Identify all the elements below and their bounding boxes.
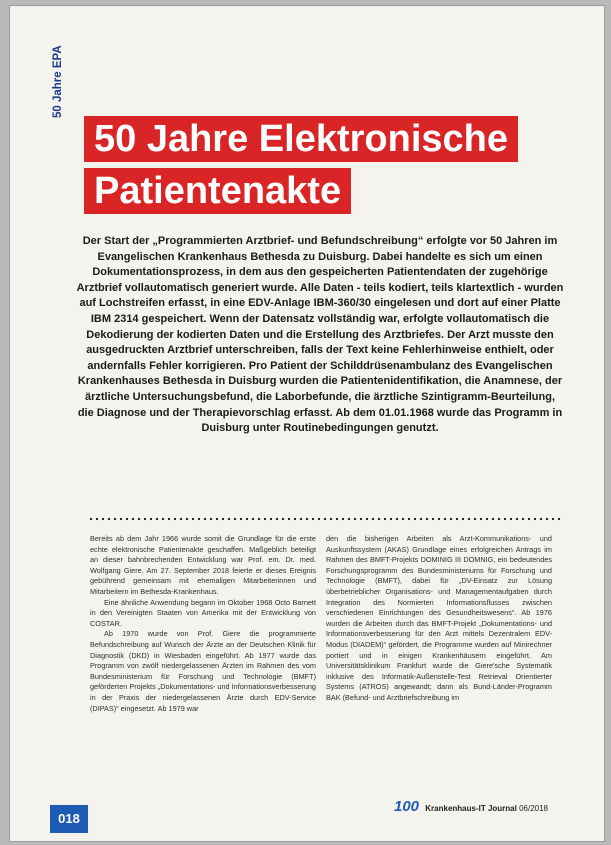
body-paragraph: Ab 1970 wurde von Prof. Giere die programmierte Befundschreibung auf Wunsch der Ärzte an der Deutschen Klinik für Diagnostik (DKD) in Wiesbaden eingeführt. Ab 1977 wurde das Programm von zwölf niedergelassenen Ärzten im Rahmen des vom Bundesministerium für Forschung und Technologie (BMFT) geförderten Projekts „Dokumentations- und Informationsverbesserung in der Praxis der niedergelassenen Ärzte durch EDV-Service (DIPAS)“ eingesetzt. Ab 1979 war	[90, 629, 316, 713]
body-column-right	[326, 534, 552, 704]
title-line-2: Patientenakte	[84, 168, 351, 214]
magazine-page	[10, 6, 604, 841]
body-column-left	[90, 534, 316, 714]
footer	[394, 798, 548, 815]
body-paragraph: Bereits ab dem Jahr 1966 wurde somit die Grundlage für die erste echte elektronische Patientenakte geschaffen. Maßgeblich beteiligt an dieser bahnbrechenden Entwicklung war Prof. em. Dr. med. Wolfgang Giere. Am 27. September 2018 feierte er dieses Ereignis gebührend gemeinsam mit ehemaligen Mitarbeiterinnen und Mitarbeitern im Bethesda-Krankenhaus.	[90, 534, 316, 596]
dotted-divider	[88, 517, 563, 521]
page-number: 018	[50, 805, 88, 833]
body-paragraph: Eine ähnliche Anwendung begann im Oktober 1968 Octo Barnett in den Vereinigten Staaten von Amerika mit der Entwicklung von COSTAR.	[90, 597, 316, 628]
journal-name: Krankenhaus-IT Journal	[425, 804, 517, 813]
section-label	[50, 36, 74, 126]
journal-issue: 06/2018	[519, 804, 548, 813]
body-paragraph: den die bisherigen Arbeiten als Arzt-Kommunikations- und Auskunftssystem (AKAS) Grundlage eines erfolgreichen Antrags im Rahmen des BMFT-Projekts DOMINIG III DOMNIG, ein bedeutendes Forschungsprogramm des Bundesministeriums für Forschung und Technologie (BMFT), dabei für „DV-Einsatz zur Lösung überbetrieblicher Organisations- und Managementaufgaben durch Integration des Normierten Informationsflusses zwischen verschiedenen Einrichtungen des Gesundheitswesens“. Ab 1976 wurden die Arbeiten durch das BMFT-Projekt „Dokumentations- und Informationsverbesserung für den Arzt mittels Dezentralem EDV-Modus (DIADEM)“ gefördert, die Programme wurden auf Minirechner portiert und in einigen Krankenhäusern eingeführt. Am Universitätsklinikum Frankfurt wurde die Giere'sche Systematik inklusive des Informatik-Außenstelle-Test Retrieval Orientierter Systems (ATROS) angewandt; dann als Bund-Länder-Programm BAK (Befund- und Arztbriefschreibung im	[326, 534, 552, 702]
anniversary-logo: 100	[394, 798, 420, 815]
section-label-text: 50 Jahre EPA	[52, 45, 64, 118]
lead-paragraph: Der Start der „Programmierten Arztbrief- und Befundschreibung“ erfolgte vor 50 Jahren im Evangelischen Krankenhaus Bethesda zu Duisburg. Dabei handelte es sich um einen Dokumentationsprozess, in dem aus den gespeicherten Patientendaten der zugehörige Arztbrief vollautomatisch generiert wurde. Alle Daten - teils kodiert, teils klartextlich - wurden auf Lochstreifen erfasst, in eine EDV-Anlage IBM-360/30 eingelesen und dort auf einer Platte IBM 2314 gespeichert. Wenn der Datensatz vollständig war, erfolgte vollautomatisch die Dekodierung der kodierten Daten und die Erstellung des Arztbriefes. Der Arzt musste den ausgedruckten Arztbrief unterschreiben, falls der Text keine Fehlerhinweise enthielt, oder andernfalls Fehler korrigieren. Pro Patient der Schilddrüsenambulanz des Evangelischen Krankenhauses Bethesda in Duisburg wurden die Patientenidentifikation, die Anamnese, der ärztliche Untersuchungsbefund, die Laborbefunde, die ärztliche Szintigramm-Beurteilung, die Diagnose und der Therapievorschlag erfasst. Ab dem 01.01.1968 wurde das Programm in Duisburg unter Routinebedingungen genutzt.	[76, 235, 564, 435]
title-line-1: 50 Jahre Elektronische	[84, 116, 518, 162]
